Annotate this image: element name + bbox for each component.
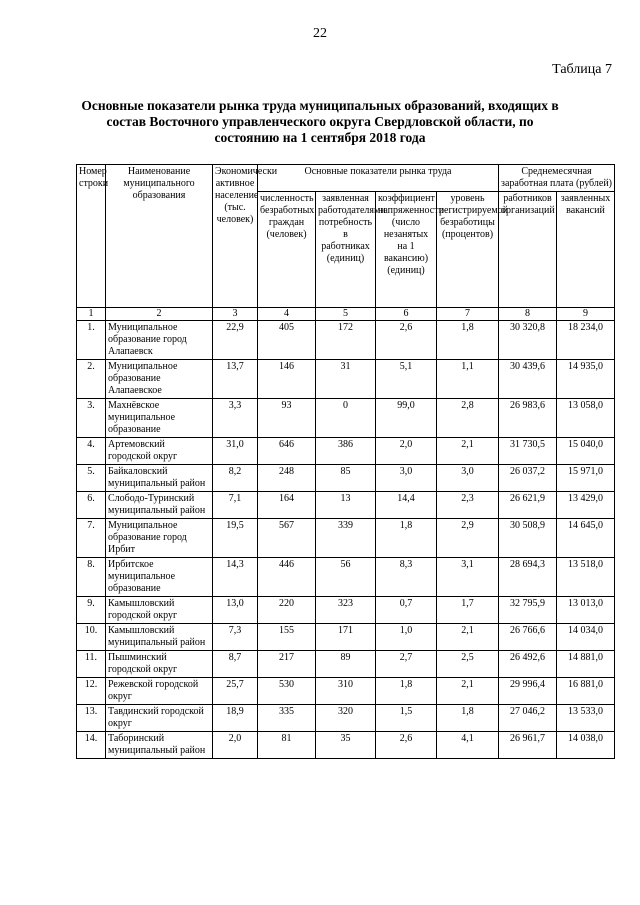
tension-value: 0,7 xyxy=(376,597,437,624)
unemployment-level-value: 1,1 xyxy=(437,360,499,399)
tension-value: 2,7 xyxy=(376,651,437,678)
row-number: 6. xyxy=(77,492,106,519)
municipality-name: Слободо-Туринский муниципальный район xyxy=(106,492,213,519)
demand-value: 339 xyxy=(316,519,376,558)
unemployed-value: 405 xyxy=(258,321,316,360)
demand-value: 0 xyxy=(316,399,376,438)
salary-workers-value: 32 795,9 xyxy=(499,597,557,624)
salary-workers-value: 30 320,8 xyxy=(499,321,557,360)
header-economic: Экономически активное население (тыс. человек) xyxy=(213,165,258,308)
header-row-number: Номер строки xyxy=(77,165,106,308)
unemployed-value: 81 xyxy=(258,732,316,759)
salary-workers-value: 31 730,5 xyxy=(499,438,557,465)
unemployment-level-value: 2,9 xyxy=(437,519,499,558)
header-salary-workers: работников организаций xyxy=(499,192,557,308)
table-row xyxy=(77,438,615,465)
unemployed-value: 446 xyxy=(258,558,316,597)
demand-value: 13 xyxy=(316,492,376,519)
salary-vacancies-value: 13 429,0 xyxy=(557,492,615,519)
unemployment-level-value: 4,1 xyxy=(437,732,499,759)
labor-market-table xyxy=(76,164,615,759)
salary-workers-value: 28 694,3 xyxy=(499,558,557,597)
tension-value: 2,6 xyxy=(376,321,437,360)
unemployment-level-value: 2,1 xyxy=(437,678,499,705)
unemployment-level-value: 2,5 xyxy=(437,651,499,678)
unemployment-level-value: 2,3 xyxy=(437,492,499,519)
column-number: 4 xyxy=(258,308,316,321)
salary-workers-value: 30 508,9 xyxy=(499,519,557,558)
unemployment-level-value: 1,8 xyxy=(437,321,499,360)
table-row xyxy=(77,624,615,651)
unemployment-level-value: 1,8 xyxy=(437,705,499,732)
economic-value: 14,3 xyxy=(213,558,258,597)
municipality-name: Камышловский муниципальный район xyxy=(106,624,213,651)
tension-value: 8,3 xyxy=(376,558,437,597)
tension-value: 1,8 xyxy=(376,678,437,705)
header-salary-vacancies: заявленных вакансий xyxy=(557,192,615,308)
row-number: 7. xyxy=(77,519,106,558)
unemployed-value: 567 xyxy=(258,519,316,558)
salary-vacancies-value: 14 881,0 xyxy=(557,651,615,678)
salary-workers-value: 26 983,6 xyxy=(499,399,557,438)
unemployment-level-value: 2,1 xyxy=(437,624,499,651)
tension-value: 14,4 xyxy=(376,492,437,519)
demand-value: 89 xyxy=(316,651,376,678)
demand-value: 56 xyxy=(316,558,376,597)
municipality-name: Махнёвское муниципальное образование xyxy=(106,399,213,438)
header-tension: коэффициент напряженности (число незанятых на 1 вакансию) (единиц) xyxy=(376,192,437,308)
column-number: 8 xyxy=(499,308,557,321)
demand-value: 35 xyxy=(316,732,376,759)
column-number: 9 xyxy=(557,308,615,321)
row-number: 14. xyxy=(77,732,106,759)
demand-value: 320 xyxy=(316,705,376,732)
salary-workers-value: 30 439,6 xyxy=(499,360,557,399)
economic-value: 22,9 xyxy=(213,321,258,360)
row-number: 8. xyxy=(77,558,106,597)
unemployment-level-value: 1,7 xyxy=(437,597,499,624)
demand-value: 171 xyxy=(316,624,376,651)
header-demand: заявленная работодателями потребность в работниках (единиц) xyxy=(316,192,376,308)
unemployed-value: 646 xyxy=(258,438,316,465)
salary-workers-value: 26 037,2 xyxy=(499,465,557,492)
municipality-name: Пышминский городской округ xyxy=(106,651,213,678)
row-number: 3. xyxy=(77,399,106,438)
row-number: 10. xyxy=(77,624,106,651)
tension-value: 1,8 xyxy=(376,519,437,558)
column-number-row xyxy=(77,308,615,321)
unemployed-value: 146 xyxy=(258,360,316,399)
municipality-name: Тавдинский городской округ xyxy=(106,705,213,732)
table-row xyxy=(77,465,615,492)
row-number: 11. xyxy=(77,651,106,678)
row-number: 5. xyxy=(77,465,106,492)
salary-workers-value: 26 621,9 xyxy=(499,492,557,519)
municipality-name: Таборинский муниципальный район xyxy=(106,732,213,759)
table-row xyxy=(77,705,615,732)
municipality-name: Режевской городской округ xyxy=(106,678,213,705)
table-label: Таблица 7 xyxy=(552,62,612,77)
salary-vacancies-value: 18 234,0 xyxy=(557,321,615,360)
page-number: 22 xyxy=(313,26,327,41)
salary-vacancies-value: 13 533,0 xyxy=(557,705,615,732)
municipality-name: Камышловский городской округ xyxy=(106,597,213,624)
column-number: 7 xyxy=(437,308,499,321)
row-number: 2. xyxy=(77,360,106,399)
municipality-name: Муниципальное образование город Ирбит xyxy=(106,519,213,558)
row-number: 4. xyxy=(77,438,106,465)
unemployment-level-value: 3,1 xyxy=(437,558,499,597)
economic-value: 2,0 xyxy=(213,732,258,759)
unemployment-level-value: 2,8 xyxy=(437,399,499,438)
demand-value: 386 xyxy=(316,438,376,465)
demand-value: 172 xyxy=(316,321,376,360)
economic-value: 7,3 xyxy=(213,624,258,651)
unemployed-value: 217 xyxy=(258,651,316,678)
unemployed-value: 93 xyxy=(258,399,316,438)
salary-workers-value: 26 492,6 xyxy=(499,651,557,678)
header-salary-group: Среднемесячная заработная плата (рублей) xyxy=(499,165,615,192)
demand-value: 310 xyxy=(316,678,376,705)
unemployment-level-value: 3,0 xyxy=(437,465,499,492)
unemployed-value: 220 xyxy=(258,597,316,624)
salary-vacancies-value: 14 935,0 xyxy=(557,360,615,399)
economic-value: 18,9 xyxy=(213,705,258,732)
salary-vacancies-value: 14 038,0 xyxy=(557,732,615,759)
salary-vacancies-value: 13 013,0 xyxy=(557,597,615,624)
economic-value: 3,3 xyxy=(213,399,258,438)
document-title: Основные показатели рынка труда муниципальных образований, входящих в состав Восточного управленческого округа Свердловской области, по состоянию на 1 сентября 2018 года xyxy=(81,98,559,145)
municipality-name: Муниципальное образование город Алапаевск xyxy=(106,321,213,360)
municipality-name: Байкаловский муниципальный район xyxy=(106,465,213,492)
row-number: 1. xyxy=(77,321,106,360)
header-level: уровень регистрируемой безработицы (процентов) xyxy=(437,192,499,308)
economic-value: 13,0 xyxy=(213,597,258,624)
unemployed-value: 155 xyxy=(258,624,316,651)
unemployed-value: 530 xyxy=(258,678,316,705)
municipality-name: Артемовский городской округ xyxy=(106,438,213,465)
demand-value: 85 xyxy=(316,465,376,492)
economic-value: 8,2 xyxy=(213,465,258,492)
column-number: 6 xyxy=(376,308,437,321)
column-number: 2 xyxy=(106,308,213,321)
column-number: 5 xyxy=(316,308,376,321)
economic-value: 13,7 xyxy=(213,360,258,399)
unemployed-value: 248 xyxy=(258,465,316,492)
row-number: 12. xyxy=(77,678,106,705)
economic-value: 8,7 xyxy=(213,651,258,678)
economic-value: 7,1 xyxy=(213,492,258,519)
tension-value: 1,5 xyxy=(376,705,437,732)
table-row xyxy=(77,321,615,360)
column-number: 3 xyxy=(213,308,258,321)
table-row xyxy=(77,651,615,678)
salary-vacancies-value: 13 058,0 xyxy=(557,399,615,438)
table-row xyxy=(77,360,615,399)
demand-value: 323 xyxy=(316,597,376,624)
salary-vacancies-value: 14 645,0 xyxy=(557,519,615,558)
header-unemployed: численность безработных граждан (человек) xyxy=(258,192,316,308)
table-row xyxy=(77,519,615,558)
table-row xyxy=(77,732,615,759)
salary-workers-value: 27 046,2 xyxy=(499,705,557,732)
economic-value: 31,0 xyxy=(213,438,258,465)
tension-value: 3,0 xyxy=(376,465,437,492)
table-row xyxy=(77,678,615,705)
table-row xyxy=(77,558,615,597)
salary-vacancies-value: 15 971,0 xyxy=(557,465,615,492)
demand-value: 31 xyxy=(316,360,376,399)
tension-value: 2,0 xyxy=(376,438,437,465)
unemployed-value: 164 xyxy=(258,492,316,519)
salary-vacancies-value: 14 034,0 xyxy=(557,624,615,651)
unemployment-level-value: 2,1 xyxy=(437,438,499,465)
row-number: 13. xyxy=(77,705,106,732)
header-name: Наименование муниципального образования xyxy=(106,165,213,308)
table-row xyxy=(77,399,615,438)
economic-value: 19,5 xyxy=(213,519,258,558)
tension-value: 5,1 xyxy=(376,360,437,399)
salary-vacancies-value: 13 518,0 xyxy=(557,558,615,597)
tension-value: 2,6 xyxy=(376,732,437,759)
tension-value: 1,0 xyxy=(376,624,437,651)
economic-value: 25,7 xyxy=(213,678,258,705)
row-number: 9. xyxy=(77,597,106,624)
salary-workers-value: 26 961,7 xyxy=(499,732,557,759)
salary-workers-value: 29 996,4 xyxy=(499,678,557,705)
header-main-group: Основные показатели рынка труда xyxy=(258,165,499,192)
table-row xyxy=(77,492,615,519)
salary-vacancies-value: 15 040,0 xyxy=(557,438,615,465)
municipality-name: Ирбитское муниципальное образование xyxy=(106,558,213,597)
salary-workers-value: 26 766,6 xyxy=(499,624,557,651)
tension-value: 99,0 xyxy=(376,399,437,438)
unemployed-value: 335 xyxy=(258,705,316,732)
salary-vacancies-value: 16 881,0 xyxy=(557,678,615,705)
municipality-name: Муниципальное образование Алапаевское xyxy=(106,360,213,399)
column-number: 1 xyxy=(77,308,106,321)
table-row xyxy=(77,597,615,624)
